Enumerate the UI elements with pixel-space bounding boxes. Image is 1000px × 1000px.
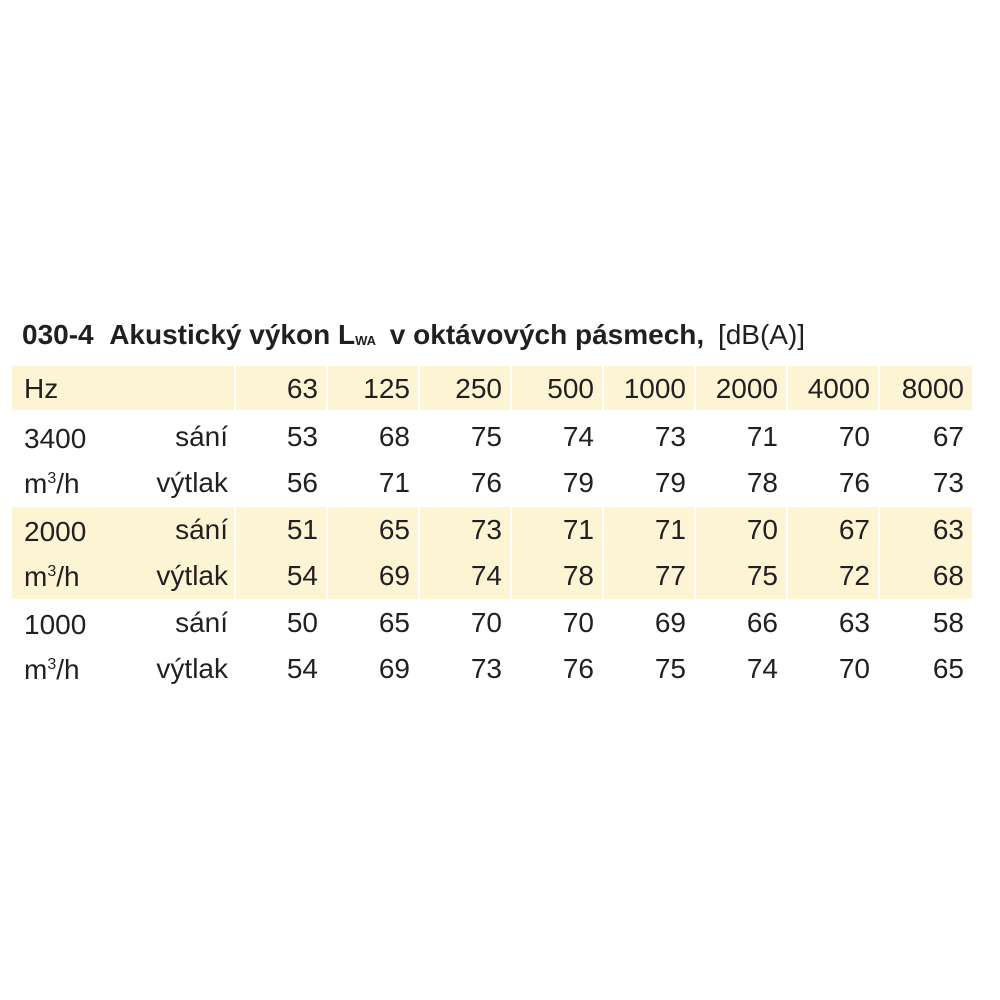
table-cell: 73 (932, 467, 964, 498)
table-cell: 69 (378, 560, 410, 591)
freq-header: 125 (363, 373, 410, 404)
table-cell: 54 (286, 560, 318, 591)
flow-unit-tail: /h (56, 561, 80, 592)
table-cell: 70 (562, 607, 594, 638)
table-cell: 77 (654, 560, 686, 591)
flow-unit (24, 549, 80, 595)
table-cell: 74 (746, 653, 778, 684)
direction-label: výtlak (156, 653, 228, 684)
table-cell: 56 (286, 467, 318, 498)
table-cell: 71 (378, 467, 410, 498)
table-cell: 67 (838, 514, 870, 545)
freq-header: 500 (547, 373, 594, 404)
flow-value: 3400 (24, 423, 87, 454)
flow-value: 2000 (24, 516, 87, 547)
direction-label: výtlak (156, 467, 228, 498)
table-cell: 71 (746, 421, 778, 452)
table-cell: 63 (838, 607, 870, 638)
direction-label: sání (175, 607, 228, 638)
table-cell: 79 (654, 467, 686, 498)
table-cell: 75 (654, 653, 686, 684)
flow-unit-sup: 3 (47, 563, 57, 580)
table-cell: 79 (562, 467, 594, 498)
table-cell: 70 (470, 607, 502, 638)
table-cell: 76 (562, 653, 594, 684)
table-cell: 78 (746, 467, 778, 498)
table-cell: 76 (838, 467, 870, 498)
table-cell: 58 (932, 607, 964, 638)
freq-header: 2000 (715, 373, 778, 404)
table-cell: 70 (838, 421, 870, 452)
freq-header: 8000 (901, 373, 964, 404)
table-cell: 67 (932, 421, 964, 452)
table-cell: 74 (470, 560, 502, 591)
direction-label: výtlak (156, 560, 228, 591)
table-cell: 69 (378, 653, 410, 684)
table-cell: 71 (654, 514, 686, 545)
table-cell: 70 (838, 653, 870, 684)
flow-unit-base: m (24, 468, 48, 499)
table-cell: 54 (286, 653, 318, 684)
table-cell: 78 (562, 560, 594, 591)
table-cell: 68 (932, 560, 964, 591)
flow-value: 1000 (24, 609, 87, 640)
table-cell: 50 (286, 607, 318, 638)
table-cell: 75 (470, 421, 502, 452)
table-cell: 51 (286, 514, 318, 545)
freq-header: 250 (455, 373, 502, 404)
title-rest: v oktávových pásmech, (389, 319, 705, 350)
table-cell: 73 (470, 653, 502, 684)
table-cell: 65 (378, 514, 410, 545)
flow-unit-sup: 3 (47, 470, 57, 487)
flow-unit (24, 456, 80, 502)
flow-unit-base: m (24, 654, 48, 685)
table-cell: 70 (746, 514, 778, 545)
hz-label: Hz (24, 373, 59, 404)
direction-label: sání (175, 421, 228, 452)
table-cell: 72 (838, 560, 870, 591)
title-unit: [dB(A)] (717, 319, 806, 350)
freq-header: 63 (286, 373, 318, 404)
table-title (22, 312, 805, 358)
table-cell: 63 (932, 514, 964, 545)
flow-unit-sup: 3 (47, 656, 57, 673)
flow-unit (24, 642, 80, 688)
direction-label: sání (175, 514, 228, 545)
freq-header: 4000 (807, 373, 870, 404)
table-cell: 53 (286, 421, 318, 452)
table-cell: 73 (654, 421, 686, 452)
flow-unit-tail: /h (56, 654, 80, 685)
flow-unit-base: m (24, 561, 48, 592)
table-cell: 65 (378, 607, 410, 638)
table-cell: 68 (378, 421, 410, 452)
table-cell: 74 (562, 421, 594, 452)
table-cell: 65 (932, 653, 964, 684)
table-cell: 76 (470, 467, 502, 498)
table-cell: 69 (654, 607, 686, 638)
model-code: 030-4 (22, 319, 94, 350)
table-cell: 66 (746, 607, 778, 638)
table-cell: 71 (562, 514, 594, 545)
freq-header: 1000 (623, 373, 686, 404)
title-main: Akustický výkon L (109, 319, 356, 350)
table-cell: 73 (470, 514, 502, 545)
flow-unit-tail: /h (56, 468, 80, 499)
title-subscript: WA (355, 333, 377, 348)
table-cell: 75 (746, 560, 778, 591)
